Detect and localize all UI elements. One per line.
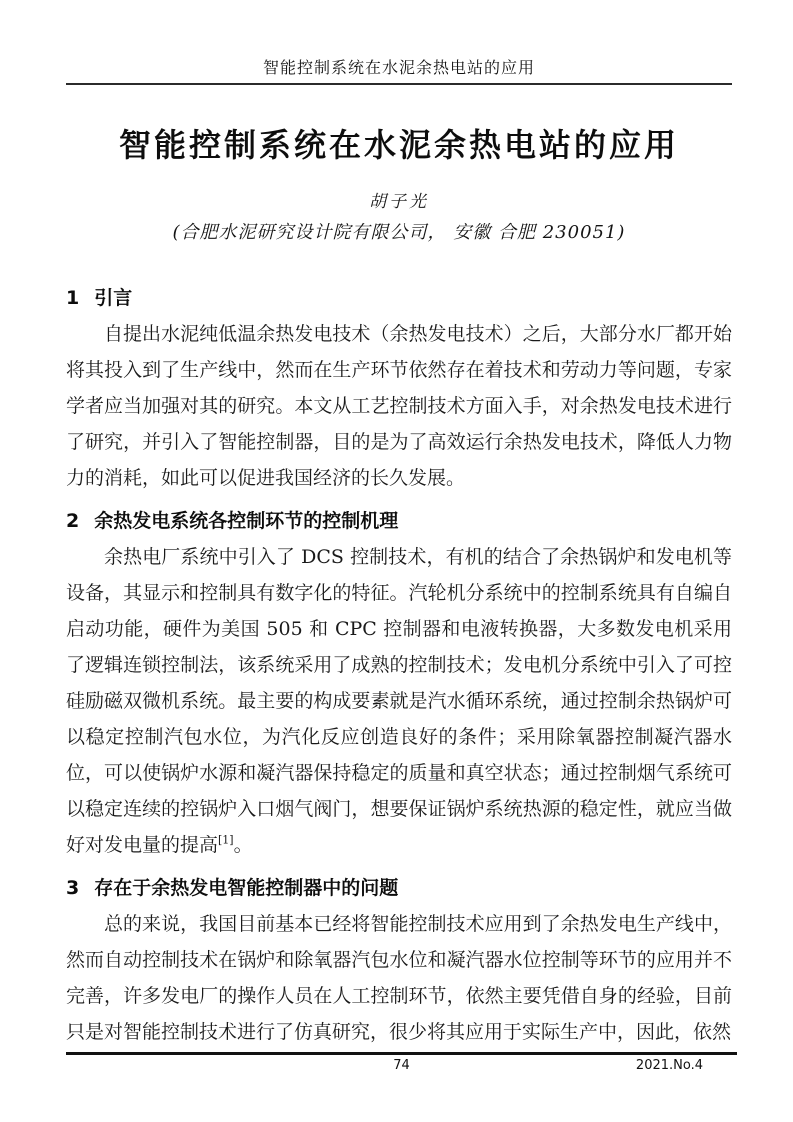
page-footer — [66, 1052, 737, 1092]
journal-issue-label: 2021.No.4 — [635, 1058, 703, 1073]
section-number: 3 — [66, 877, 80, 899]
paragraph: 自提出水泥纯低温余热发电技术（余热发电技术）之后，大部分水厂都开始将其投入到了生产线中，然而在生产环节依然存在着技术和劳动力等问题，专家学者应当加强对其的研究。本文从工艺控制技术方面入手，对余热发电技术进行了研究，并引入了智能控制器，目的是为了高效运行余热发电技术，降低人力物力的消耗，如此可以促进我国经济的长久发展。 — [66, 323, 732, 489]
section — [66, 508, 732, 863]
section-heading — [66, 875, 732, 901]
section — [66, 875, 732, 1050]
article-title: 智能控制系统在水泥余热电站的应用 — [118, 126, 679, 164]
section-title: 余热发电系统各控制环节的控制机理 — [94, 510, 399, 532]
citation-ref: [1] — [218, 833, 234, 847]
section-title: 存在于余热发电智能控制器中的问题 — [94, 877, 399, 899]
section-number: 2 — [66, 510, 80, 532]
author-affiliation: (合肥水泥研究设计院有限公司， 安徽 合肥 230051) — [172, 222, 626, 243]
paragraph: 总的来说，我国目前基本已经将智能控制技术应用到了余热发电生产线中，然而自动控制技术在锅炉和除氧器汽包水位和凝汽器水位控制等环节的应用并不完善，许多发电厂的操作人员在人工控制环节，依然主要凭借自身的经验，目前只是对智能控制技术进行了仿真研究，很少将其应用于实际生产中，因此，依然 — [66, 913, 732, 1043]
section — [66, 285, 732, 496]
page-number: 74 — [393, 1058, 410, 1073]
section-heading — [66, 508, 732, 534]
running-header-title: 智能控制系统在水泥余热电站的应用 — [262, 58, 535, 77]
header-rule — [66, 83, 732, 85]
author-name: 胡子光 — [369, 192, 429, 212]
footer-rule — [66, 1052, 737, 1055]
article-body — [66, 285, 732, 1050]
section-number: 1 — [66, 287, 80, 309]
section-heading — [66, 285, 732, 311]
running-header — [66, 0, 732, 85]
section-title: 引言 — [94, 287, 133, 309]
paragraph: 余热电厂系统中引入了 DCS 控制技术，有机的结合了余热锅炉和发电机等设备，其显示和控制具有数字化的特征。汽轮机分系统中的控制系统具有自编自启动功能，硬件为美国 505 和 CPC 控制器和电液转换器，大多数发电机采用了逻辑连锁控制法，该系统采用了成熟的控制技术；发电机分系统中引入了可控硅励磁双微机系统。最主要的构成要素就是汽水循环系统，通过控制余热锅炉可以稳定控制汽包水位，为汽化反应创造良好的条件；采用除氧器控制凝汽器水位，可以使锅炉水源和凝汽器保持稳定的质量和真空状态；通过控制烟气系统可以稳定连续的控锅炉入口烟气阀门，想要保证锅炉系统热源的稳定性，就应当做好对发电量的提高[1]。 — [66, 546, 732, 856]
